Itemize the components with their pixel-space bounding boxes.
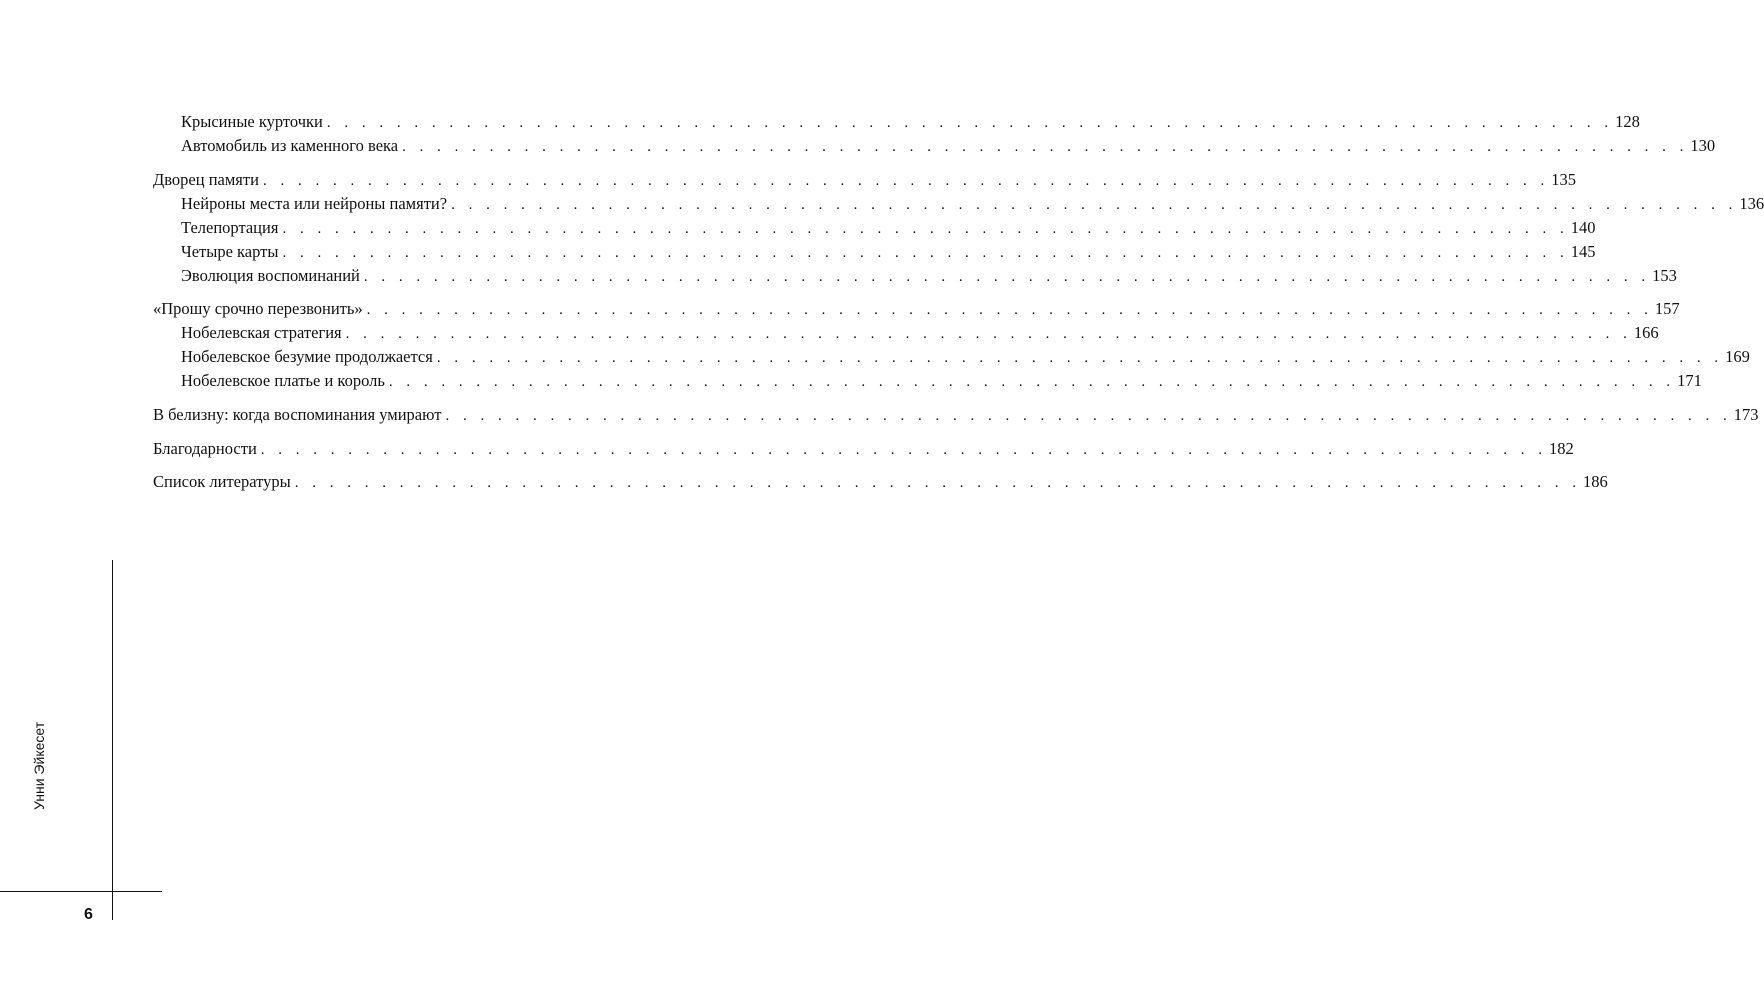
page-number: 6 <box>84 906 93 923</box>
toc-entry-page: 145 <box>1570 242 1596 261</box>
dot-leader: . . . . . . . . . . . . . . . . . . . . . . . . . . . . . . . . . . . . . . . . . . . . . . . . . . . . . . . . . . . . . . . . . . . . . . . . . . <box>366 302 1653 318</box>
toc-entry-title: Четыре карты <box>181 242 279 261</box>
dot-leader: . . . . . . . . . . . . . . . . . . . . . . . . . . . . . . . . . . . . . . . . . . . . . . . . . . . . . . . . . . . . . . . . . . . . . . . . . . <box>262 173 1550 189</box>
toc-entry-page: 157 <box>1654 299 1680 318</box>
toc-entry-title: Нобелевская стратегия <box>181 323 342 342</box>
dot-leader: . . . . . . . . . . . . . . . . . . . . . . . . . . . . . . . . . . . . . . . . . . . . . . . . . . . . . . . . . . . . . . . . . . . . . . . . . . <box>260 442 1548 458</box>
dot-leader: . . . . . . . . . . . . . . . . . . . . . . . . . . . . . . . . . . . . . . . . . . . . . . . . . . . . . . . . . . . . . . . . . . . . . . . . . . <box>388 374 1676 390</box>
toc-entry-page: 130 <box>1690 136 1716 155</box>
toc-entry[interactable] <box>181 369 1702 393</box>
toc-entry-title: Нейроны места или нейроны памяти? <box>181 194 448 213</box>
toc-entry[interactable] <box>181 321 1659 345</box>
toc-entry-page: 128 <box>1615 112 1640 131</box>
toc-entry-title: Телепортация <box>181 218 279 237</box>
toc-entry[interactable] <box>181 216 1596 240</box>
toc-entry-title: Список литературы <box>153 472 291 491</box>
dot-leader: . . . . . . . . . . . . . . . . . . . . . . . . . . . . . . . . . . . . . . . . . . . . . . . . . . . . . . . . . . . . . . . . . . . . . . . . . . <box>451 197 1738 213</box>
dot-leader: . . . . . . . . . . . . . . . . . . . . . . . . . . . . . . . . . . . . . . . . . . . . . . . . . . . . . . . . . . . . . . . . . . . . . . . . . . <box>445 408 1732 424</box>
dot-leader: . . . . . . . . . . . . . . . . . . . . . . . . . . . . . . . . . . . . . . . . . . . . . . . . . . . . . . . . . . . . . . . . . . . . . . . . . . <box>282 221 1569 237</box>
dot-leader: . . . . . . . . . . . . . . . . . . . . . . . . . . . . . . . . . . . . . . . . . . . . . . . . . . . . . . . . . . . . . . . . . . . . . . . . . . <box>282 245 1569 261</box>
dot-leader: . . . . . . . . . . . . . . . . . . . . . . . . . . . . . . . . . . . . . . . . . . . . . . . . . . . . . . . . . . . . . . . . . . . . . . . . . . <box>345 326 1632 342</box>
toc-entry-title: «Прошу срочно перезвонить» <box>153 299 363 318</box>
toc-entry-page: 182 <box>1549 439 1574 458</box>
toc-entry-title: Крысиные курточки <box>181 112 323 131</box>
toc-entry[interactable] <box>181 192 1764 216</box>
toc-entry-title: Нобелевское безумие продолжается <box>181 347 433 366</box>
toc-entry[interactable] <box>153 403 1759 427</box>
toc-entry[interactable] <box>181 264 1677 288</box>
dot-leader: . . . . . . . . . . . . . . . . . . . . . . . . . . . . . . . . . . . . . . . . . . . . . . . . . . . . . . . . . . . . . . . . . . . . . . . . . . <box>363 269 1651 285</box>
margin-rule-horizontal <box>0 891 162 892</box>
toc-entry[interactable] <box>181 240 1596 264</box>
dot-leader: . . . . . . . . . . . . . . . . . . . . . . . . . . . . . . . . . . . . . . . . . . . . . . . . . . . . . . . . . . . . . . . . . . . . . . . . . . <box>436 350 1724 366</box>
toc-entry-title: Благодарности <box>153 439 257 458</box>
toc-entry-page: 173 <box>1733 405 1759 424</box>
toc-entry[interactable] <box>153 470 1608 494</box>
toc-entry-page: 169 <box>1725 347 1750 366</box>
toc-entry-title: В белизну: когда воспоминания умирают <box>153 405 442 424</box>
margin-rule-vertical <box>112 560 113 920</box>
dot-leader: . . . . . . . . . . . . . . . . . . . . . . . . . . . . . . . . . . . . . . . . . . . . . . . . . . . . . . . . . . . . . . . . . . . . . . . . . . <box>294 475 1581 491</box>
toc-entry-page: 135 <box>1551 170 1576 189</box>
toc-entry-page: 140 <box>1570 218 1596 237</box>
toc-entry[interactable] <box>181 110 1640 134</box>
toc-entry-page: 171 <box>1677 371 1702 390</box>
toc-entry[interactable] <box>153 297 1680 321</box>
toc-entry-page: 186 <box>1582 472 1608 491</box>
toc-entry-title: Нобелевское платье и король <box>181 371 385 390</box>
running-head-author: Унни Эйкесет <box>31 721 47 810</box>
toc-entry[interactable] <box>181 345 1750 369</box>
toc-entry-title: Автомобиль из каменного века <box>181 136 399 155</box>
toc-entry[interactable] <box>153 168 1576 192</box>
dot-leader: . . . . . . . . . . . . . . . . . . . . . . . . . . . . . . . . . . . . . . . . . . . . . . . . . . . . . . . . . . . . . . . . . . . . . . . . . . <box>326 115 1614 131</box>
dot-leader: . . . . . . . . . . . . . . . . . . . . . . . . . . . . . . . . . . . . . . . . . . . . . . . . . . . . . . . . . . . . . . . . . . . . . . . . . . <box>402 139 1689 155</box>
toc-entry-title: Дворец памяти <box>153 170 259 189</box>
toc-entry-title: Эволюция воспоминаний <box>181 266 360 285</box>
toc-entry[interactable] <box>153 437 1574 461</box>
toc-entry-page: 153 <box>1652 266 1677 285</box>
toc-entry[interactable] <box>181 134 1716 158</box>
toc-entry-page: 166 <box>1633 323 1659 342</box>
toc-entry-page: 136 <box>1739 194 1764 213</box>
